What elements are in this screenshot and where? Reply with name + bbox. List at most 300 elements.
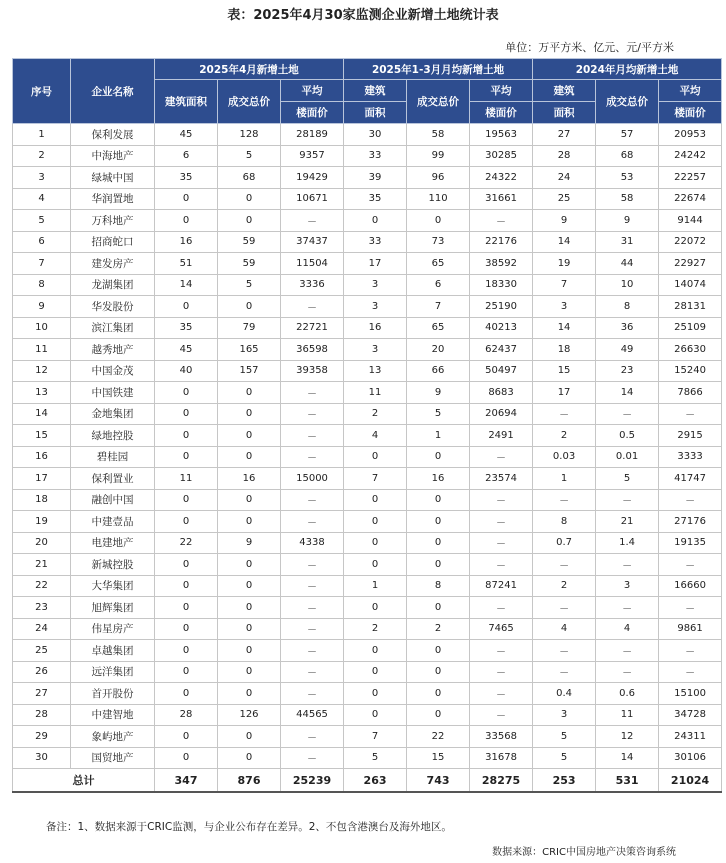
header-2024-area-top: 建筑 xyxy=(533,80,596,102)
table-title: 表：2025年4月30家监测企业新增土地统计表 xyxy=(227,8,499,23)
table-row xyxy=(13,231,722,253)
row-value: － xyxy=(659,597,722,619)
row-value: － xyxy=(281,618,344,640)
row-value: 9 xyxy=(533,210,596,232)
row-value: 18 xyxy=(533,339,596,361)
row-value: 57 xyxy=(596,124,659,146)
row-value: 12 xyxy=(596,726,659,748)
total-cell: 21024 xyxy=(659,769,722,793)
header-group-2024: 2024年月均新增土地 xyxy=(533,59,722,80)
row-value: 0 xyxy=(407,597,470,619)
total-row xyxy=(13,769,722,793)
row-value: 5 xyxy=(596,468,659,490)
row-value: 11 xyxy=(596,704,659,726)
row-value: 15240 xyxy=(659,360,722,382)
row-company: 越秀地产 xyxy=(71,339,155,361)
row-company: 万科地产 xyxy=(71,210,155,232)
row-value: 11504 xyxy=(281,253,344,275)
row-value: 0 xyxy=(344,210,407,232)
row-value: 5 xyxy=(218,274,281,296)
row-value: 79 xyxy=(218,317,281,339)
row-value: － xyxy=(281,425,344,447)
row-value: 27176 xyxy=(659,511,722,533)
table-row xyxy=(13,446,722,468)
row-seq: 2 xyxy=(13,145,71,167)
row-value: 8 xyxy=(533,511,596,533)
row-value: 9 xyxy=(218,532,281,554)
row-value: 0 xyxy=(344,704,407,726)
row-value: 16 xyxy=(407,468,470,490)
row-value: 36598 xyxy=(281,339,344,361)
row-value: － xyxy=(281,296,344,318)
row-value: 65 xyxy=(407,317,470,339)
row-value: － xyxy=(470,554,533,576)
row-value: 21 xyxy=(596,511,659,533)
row-value: 99 xyxy=(407,145,470,167)
row-value: － xyxy=(281,726,344,748)
row-value: 3 xyxy=(344,339,407,361)
row-seq: 20 xyxy=(13,532,71,554)
row-value: 0 xyxy=(218,575,281,597)
row-value: － xyxy=(470,704,533,726)
row-value: 0 xyxy=(344,597,407,619)
row-value: － xyxy=(596,661,659,683)
row-value: － xyxy=(281,747,344,769)
row-company: 中建智地 xyxy=(71,704,155,726)
row-value: － xyxy=(470,446,533,468)
row-seq: 19 xyxy=(13,511,71,533)
row-value: 25190 xyxy=(470,296,533,318)
table-row xyxy=(13,661,722,683)
row-value: 30285 xyxy=(470,145,533,167)
row-value: 2 xyxy=(344,403,407,425)
row-value: 62437 xyxy=(470,339,533,361)
row-value: － xyxy=(470,683,533,705)
row-value: 8683 xyxy=(470,382,533,404)
row-value: 9 xyxy=(407,382,470,404)
total-cell: 876 xyxy=(218,769,281,793)
row-value: 31 xyxy=(596,231,659,253)
row-value: 44 xyxy=(596,253,659,275)
row-seq: 15 xyxy=(13,425,71,447)
row-value: 8 xyxy=(407,575,470,597)
row-value: 10 xyxy=(596,274,659,296)
row-value: － xyxy=(281,661,344,683)
row-value: 14 xyxy=(596,382,659,404)
row-value: 5 xyxy=(533,726,596,748)
row-value: 73 xyxy=(407,231,470,253)
row-value: 110 xyxy=(407,188,470,210)
row-value: 0 xyxy=(218,683,281,705)
row-value: 58 xyxy=(407,124,470,146)
row-value: 0 xyxy=(407,683,470,705)
row-value: 66 xyxy=(407,360,470,382)
row-value: 51 xyxy=(155,253,218,275)
row-value: － xyxy=(659,640,722,662)
row-seq: 21 xyxy=(13,554,71,576)
row-company: 金地集团 xyxy=(71,403,155,425)
row-value: 0.7 xyxy=(533,532,596,554)
row-value: 68 xyxy=(596,145,659,167)
row-value: 87241 xyxy=(470,575,533,597)
row-value: 0 xyxy=(218,597,281,619)
row-value: 20 xyxy=(407,339,470,361)
row-value: 0 xyxy=(218,446,281,468)
row-value: 33568 xyxy=(470,726,533,748)
row-value: 0 xyxy=(407,446,470,468)
row-value: 0 xyxy=(155,188,218,210)
row-value: 20694 xyxy=(470,403,533,425)
row-seq: 8 xyxy=(13,274,71,296)
row-value: 22674 xyxy=(659,188,722,210)
row-company: 招商蛇口 xyxy=(71,231,155,253)
row-value: 0 xyxy=(155,597,218,619)
total-cell: 28275 xyxy=(470,769,533,793)
row-seq: 11 xyxy=(13,339,71,361)
row-value: 7 xyxy=(344,726,407,748)
row-value: 16 xyxy=(155,231,218,253)
header-apr-price: 成交总价 xyxy=(218,80,281,124)
row-value: 26630 xyxy=(659,339,722,361)
row-value: － xyxy=(596,489,659,511)
row-value: 14 xyxy=(533,317,596,339)
row-value: 18330 xyxy=(470,274,533,296)
row-value: 35 xyxy=(344,188,407,210)
row-value: 44565 xyxy=(281,704,344,726)
row-value: 9144 xyxy=(659,210,722,232)
row-value: 0 xyxy=(155,382,218,404)
table-row xyxy=(13,532,722,554)
row-seq: 9 xyxy=(13,296,71,318)
row-value: 0 xyxy=(218,382,281,404)
table-row xyxy=(13,253,722,275)
table-row xyxy=(13,597,722,619)
row-value: 15 xyxy=(533,360,596,382)
row-value: 3 xyxy=(344,274,407,296)
row-value: 0 xyxy=(407,640,470,662)
row-value: 7 xyxy=(533,274,596,296)
row-company: 伟星房产 xyxy=(71,618,155,640)
row-value: 0 xyxy=(344,446,407,468)
row-value: 3333 xyxy=(659,446,722,468)
row-value: 1 xyxy=(344,575,407,597)
row-value: 5 xyxy=(344,747,407,769)
table-row xyxy=(13,382,722,404)
row-value: 22 xyxy=(407,726,470,748)
row-value: 4 xyxy=(344,425,407,447)
row-value: 19563 xyxy=(470,124,533,146)
row-value: 15 xyxy=(407,747,470,769)
row-value: 28189 xyxy=(281,124,344,146)
row-value: 45 xyxy=(155,339,218,361)
row-value: 28 xyxy=(155,704,218,726)
total-cell: 253 xyxy=(533,769,596,793)
row-value: 5 xyxy=(407,403,470,425)
row-value: 27 xyxy=(533,124,596,146)
row-value: 8 xyxy=(596,296,659,318)
row-value: 0.01 xyxy=(596,446,659,468)
row-value: 0 xyxy=(155,726,218,748)
row-seq: 5 xyxy=(13,210,71,232)
row-value: 15000 xyxy=(281,468,344,490)
row-value: 23574 xyxy=(470,468,533,490)
row-value: 126 xyxy=(218,704,281,726)
row-value: 0 xyxy=(344,640,407,662)
row-company: 首开股份 xyxy=(71,683,155,705)
row-value: 30 xyxy=(344,124,407,146)
row-value: － xyxy=(659,554,722,576)
row-value: 0 xyxy=(155,640,218,662)
table-row xyxy=(13,145,722,167)
row-seq: 3 xyxy=(13,167,71,189)
row-company: 融创中国 xyxy=(71,489,155,511)
row-value: 0 xyxy=(218,296,281,318)
header-2024-price: 成交总价 xyxy=(596,80,659,124)
row-value: － xyxy=(470,511,533,533)
row-value: 7866 xyxy=(659,382,722,404)
table-row xyxy=(13,489,722,511)
row-seq: 28 xyxy=(13,704,71,726)
row-value: 36 xyxy=(596,317,659,339)
header-q1-area-bottom: 面积 xyxy=(344,102,407,124)
row-seq: 1 xyxy=(13,124,71,146)
row-value: 2915 xyxy=(659,425,722,447)
row-value: 0 xyxy=(155,489,218,511)
row-value: 24322 xyxy=(470,167,533,189)
row-value: 28 xyxy=(533,145,596,167)
table-row xyxy=(13,403,722,425)
row-value: 0 xyxy=(155,683,218,705)
row-value: － xyxy=(281,446,344,468)
header-q1-avg-bottom: 楼面价 xyxy=(470,102,533,124)
header-q1-avg-top: 平均 xyxy=(470,80,533,102)
row-value: 0.6 xyxy=(596,683,659,705)
row-value: 0 xyxy=(155,747,218,769)
row-seq: 24 xyxy=(13,618,71,640)
header-q1-price: 成交总价 xyxy=(407,80,470,124)
row-company: 绿地控股 xyxy=(71,425,155,447)
row-value: 24311 xyxy=(659,726,722,748)
row-value: － xyxy=(470,532,533,554)
table-row xyxy=(13,683,722,705)
table-row xyxy=(13,618,722,640)
row-value: － xyxy=(281,210,344,232)
row-value: 0 xyxy=(407,661,470,683)
row-value: 0.5 xyxy=(596,425,659,447)
row-value: 0 xyxy=(218,188,281,210)
row-value: 13 xyxy=(344,360,407,382)
table-row xyxy=(13,274,722,296)
row-value: － xyxy=(281,511,344,533)
row-value: 3 xyxy=(596,575,659,597)
row-seq: 29 xyxy=(13,726,71,748)
row-value: 0 xyxy=(155,210,218,232)
row-value: － xyxy=(281,683,344,705)
row-value: 31661 xyxy=(470,188,533,210)
table-row xyxy=(13,360,722,382)
row-value: － xyxy=(470,597,533,619)
row-value: 0 xyxy=(218,726,281,748)
row-value: 0.03 xyxy=(533,446,596,468)
unit-label: 单位：万平方米、亿元、元/平方米 xyxy=(505,41,674,54)
row-value: 49 xyxy=(596,339,659,361)
row-value: 31678 xyxy=(470,747,533,769)
row-value: 2 xyxy=(533,425,596,447)
row-company: 碧桂园 xyxy=(71,446,155,468)
row-value: 0 xyxy=(344,489,407,511)
row-value: － xyxy=(281,489,344,511)
row-company: 中国金茂 xyxy=(71,360,155,382)
header-apr-area: 建筑面积 xyxy=(155,80,218,124)
row-value: － xyxy=(470,640,533,662)
row-value: 0 xyxy=(344,511,407,533)
row-value: 0 xyxy=(218,640,281,662)
row-value: 0 xyxy=(155,575,218,597)
row-value: 17 xyxy=(344,253,407,275)
row-seq: 4 xyxy=(13,188,71,210)
row-value: 22257 xyxy=(659,167,722,189)
row-value: － xyxy=(533,403,596,425)
row-value: 40 xyxy=(155,360,218,382)
table-row xyxy=(13,468,722,490)
row-value: 14 xyxy=(596,747,659,769)
row-value: 28131 xyxy=(659,296,722,318)
row-value: 0 xyxy=(155,618,218,640)
row-value: 4 xyxy=(533,618,596,640)
row-value: 35 xyxy=(155,167,218,189)
row-value: 23 xyxy=(596,360,659,382)
row-company: 大华集团 xyxy=(71,575,155,597)
row-value: 33 xyxy=(344,231,407,253)
row-value: 22072 xyxy=(659,231,722,253)
row-company: 卓越集团 xyxy=(71,640,155,662)
row-value: 20953 xyxy=(659,124,722,146)
row-company: 远洋集团 xyxy=(71,661,155,683)
row-value: 4338 xyxy=(281,532,344,554)
row-value: 0 xyxy=(407,489,470,511)
header-2024-area-bottom: 面积 xyxy=(533,102,596,124)
header-q1-area-top: 建筑 xyxy=(344,80,407,102)
row-value: 0 xyxy=(344,661,407,683)
row-company: 旭辉集团 xyxy=(71,597,155,619)
total-cell: 263 xyxy=(344,769,407,793)
row-company: 象屿地产 xyxy=(71,726,155,748)
row-value: 38592 xyxy=(470,253,533,275)
row-value: 2 xyxy=(533,575,596,597)
row-seq: 10 xyxy=(13,317,71,339)
table-row xyxy=(13,317,722,339)
row-value: 3 xyxy=(344,296,407,318)
row-value: － xyxy=(659,661,722,683)
row-value: 2 xyxy=(407,618,470,640)
row-value: 5 xyxy=(218,145,281,167)
row-seq: 14 xyxy=(13,403,71,425)
row-value: 0 xyxy=(155,425,218,447)
row-value: 68 xyxy=(218,167,281,189)
row-value: 5 xyxy=(533,747,596,769)
row-value: － xyxy=(596,640,659,662)
row-value: － xyxy=(281,403,344,425)
row-value: 7 xyxy=(344,468,407,490)
row-value: 0 xyxy=(155,403,218,425)
table-row xyxy=(13,425,722,447)
row-value: 165 xyxy=(218,339,281,361)
row-seq: 7 xyxy=(13,253,71,275)
row-value: 0 xyxy=(407,554,470,576)
total-cell: 743 xyxy=(407,769,470,793)
row-value: 22721 xyxy=(281,317,344,339)
row-value: 0 xyxy=(155,554,218,576)
row-value: 96 xyxy=(407,167,470,189)
row-value: 41747 xyxy=(659,468,722,490)
row-value: － xyxy=(281,597,344,619)
row-company: 保利置业 xyxy=(71,468,155,490)
row-value: 157 xyxy=(218,360,281,382)
row-company: 中建壹品 xyxy=(71,511,155,533)
row-seq: 16 xyxy=(13,446,71,468)
row-company: 新城控股 xyxy=(71,554,155,576)
row-value: － xyxy=(470,210,533,232)
row-value: 16 xyxy=(344,317,407,339)
row-value: 1.4 xyxy=(596,532,659,554)
row-value: 50497 xyxy=(470,360,533,382)
row-value: 33 xyxy=(344,145,407,167)
header-group-q1: 2025年1-3月月均新增土地 xyxy=(344,59,533,80)
row-seq: 18 xyxy=(13,489,71,511)
row-value: 0 xyxy=(218,210,281,232)
row-value: 45 xyxy=(155,124,218,146)
table-row xyxy=(13,511,722,533)
row-value: － xyxy=(659,403,722,425)
row-value: 39 xyxy=(344,167,407,189)
header-apr-avg-top: 平均 xyxy=(281,80,344,102)
row-value: 10671 xyxy=(281,188,344,210)
row-value: 19 xyxy=(533,253,596,275)
table-row xyxy=(13,554,722,576)
row-value: 11 xyxy=(155,468,218,490)
header-group-apr: 2025年4月新增土地 xyxy=(155,59,344,80)
row-company: 保利发展 xyxy=(71,124,155,146)
row-seq: 22 xyxy=(13,575,71,597)
row-company: 滨江集团 xyxy=(71,317,155,339)
row-value: 24242 xyxy=(659,145,722,167)
row-seq: 26 xyxy=(13,661,71,683)
row-value: 25109 xyxy=(659,317,722,339)
row-value: 0 xyxy=(218,554,281,576)
row-value: 14074 xyxy=(659,274,722,296)
row-company: 华发股份 xyxy=(71,296,155,318)
header-seq: 序号 xyxy=(13,59,71,124)
row-value: 9861 xyxy=(659,618,722,640)
table-row xyxy=(13,339,722,361)
table-row xyxy=(13,640,722,662)
total-cell: 25239 xyxy=(281,769,344,793)
row-company: 绿城中国 xyxy=(71,167,155,189)
row-value: 0 xyxy=(218,747,281,769)
row-value: 1 xyxy=(407,425,470,447)
row-value: 53 xyxy=(596,167,659,189)
row-value: － xyxy=(533,661,596,683)
row-value: － xyxy=(596,403,659,425)
row-value: 0 xyxy=(218,511,281,533)
row-value: 19135 xyxy=(659,532,722,554)
table-body xyxy=(13,124,722,793)
row-company: 华润置地 xyxy=(71,188,155,210)
row-value: 30106 xyxy=(659,747,722,769)
row-value: 37437 xyxy=(281,231,344,253)
row-value: 16 xyxy=(218,468,281,490)
row-seq: 6 xyxy=(13,231,71,253)
